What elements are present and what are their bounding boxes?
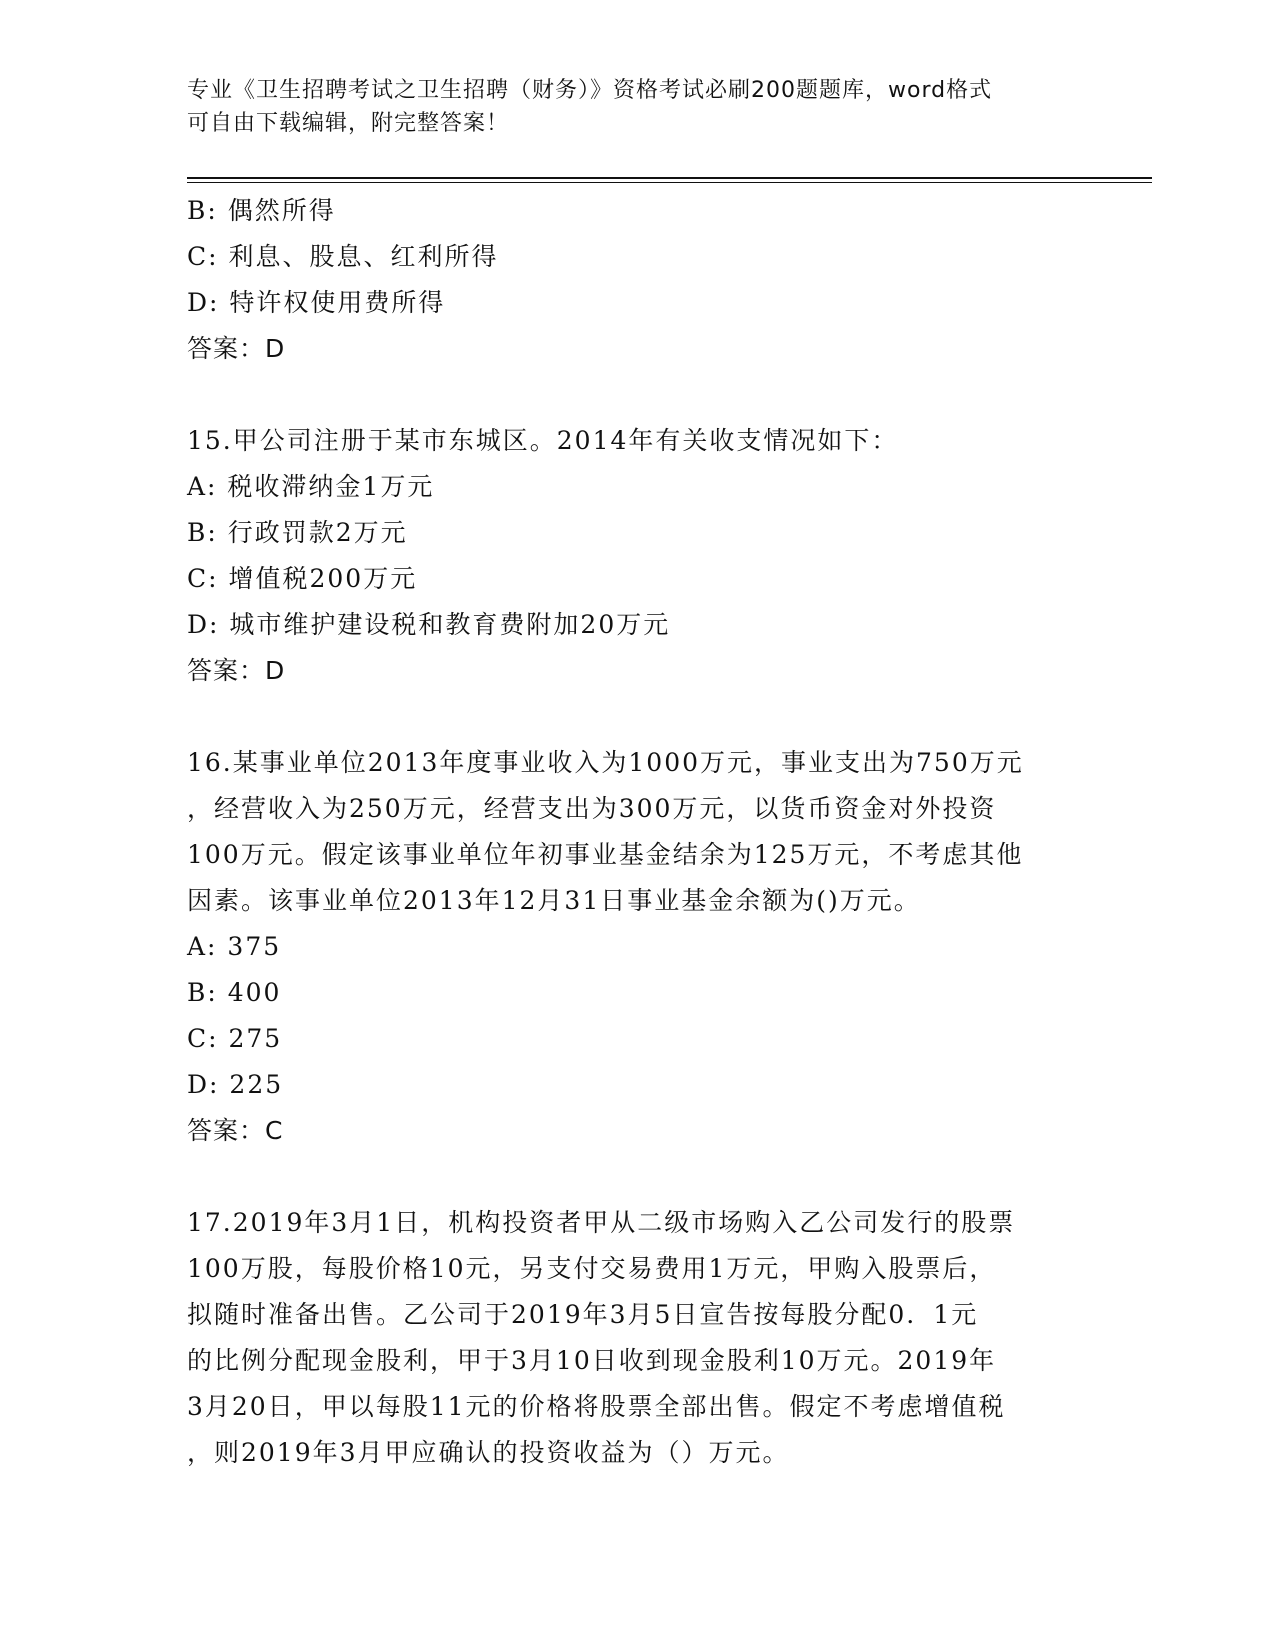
question-stem-line-2: ，经营收入为250万元，经营支出为300万元，以货币资金对外投资 — [187, 794, 997, 823]
option-b: B: 行政罚款2万元 — [187, 518, 408, 547]
question-content — [187, 188, 1087, 1476]
answer-line: 答案：D — [187, 656, 286, 685]
option-d: D: 城市维护建设税和教育费附加20万元 — [187, 610, 671, 639]
option-b: B: 偶然所得 — [187, 196, 336, 225]
prev-question-block — [187, 188, 1087, 372]
question-stem-line-4: 的比例分配现金股利，甲于3月10日收到现金股利10万元。2019年 — [187, 1346, 997, 1375]
spacer — [187, 694, 1087, 740]
question-17 — [187, 1200, 1087, 1476]
option-a: A: 税收滞纳金1万元 — [187, 472, 435, 501]
question-stem-line-5: 3月20日，甲以每股11元的价格将股票全部出售。假定不考虑增值税 — [187, 1392, 1006, 1421]
spacer — [187, 1154, 1087, 1200]
question-stem-line-2: 100万股，每股价格10元，另支付交易费用1万元，甲购入股票后， — [187, 1254, 997, 1283]
spacer — [187, 372, 1087, 418]
option-c: C: 利息、股息、红利所得 — [187, 242, 499, 271]
header-line-1: 专业《卫生招聘考试之卫生招聘（财务）》资格考试必刷200题题库，word格式 — [187, 78, 993, 103]
option-d: D: 225 — [187, 1070, 284, 1099]
option-a: A: 375 — [187, 932, 282, 961]
answer-line: 答案：D — [187, 334, 286, 363]
question-stem-line-6: ，则2019年3月甲应确认的投资收益为（）万元。 — [187, 1438, 790, 1467]
option-c: C: 增值税200万元 — [187, 564, 418, 593]
question-stem: 15.甲公司注册于某市东城区。2014年有关收支情况如下： — [187, 426, 899, 455]
question-stem-line-3: 拟随时准备出售。乙公司于2019年3月5日宣告按每股分配0．1元 — [187, 1300, 979, 1329]
header-divider-thick — [187, 177, 1152, 179]
option-c: C: 275 — [187, 1024, 283, 1053]
answer-line: 答案：C — [187, 1116, 284, 1145]
question-16 — [187, 740, 1087, 1154]
option-d: D: 特许权使用费所得 — [187, 288, 446, 317]
question-15 — [187, 418, 1087, 694]
question-stem-line-3: 100万元。假定该事业单位年初事业基金结余为125万元，不考虑其他 — [187, 840, 1024, 869]
header-line-2: 可自由下载编辑，附完整答案！ — [187, 111, 510, 136]
question-stem-line-1: 16.某事业单位2013年度事业收入为1000万元，事业支出为750万元 — [187, 748, 1024, 777]
question-stem-line-1: 17.2019年3月1日，机构投资者甲从二级市场购入乙公司发行的股票 — [187, 1208, 1016, 1237]
question-stem-line-4: 因素。该事业单位2013年12月31日事业基金余额为()万元。 — [187, 886, 921, 915]
header-divider-thin — [187, 182, 1152, 183]
option-b: B: 400 — [187, 978, 282, 1007]
document-header — [187, 74, 1067, 140]
